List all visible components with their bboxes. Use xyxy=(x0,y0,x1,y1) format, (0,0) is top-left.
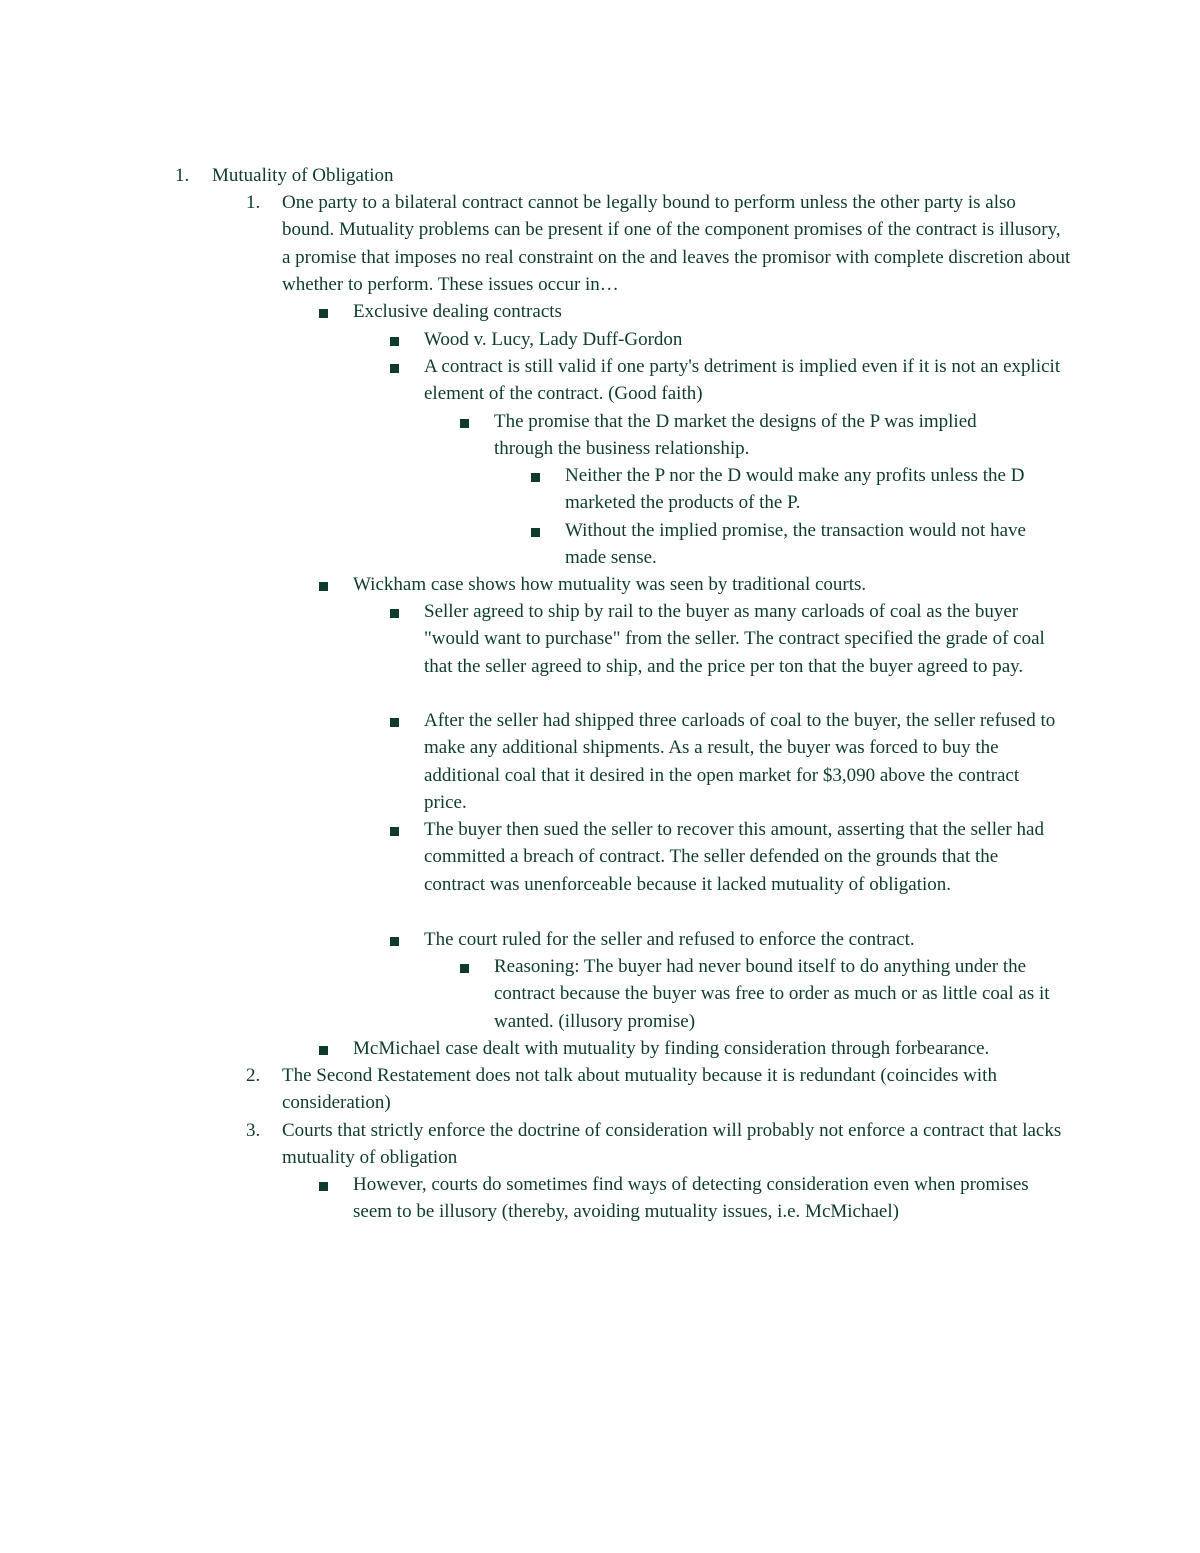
item-text: The buyer then sued the seller to recover this amount, asserting that the seller had committed a breach of contract. The seller defended on the grounds that the contract was unenforceable because it lacked mutuality of obligation. xyxy=(424,819,1044,895)
bullet-square-icon xyxy=(390,364,399,373)
item-text: One party to a bilateral contract cannot be legally bound to perform unless the other party is also bound. Mutuality problems can be present if one of the component promises of the contract is illusory, a promise that imposes no real constraint on the and leaves the promisor with complete discretion about whether to perform. These issues occur in… xyxy=(282,192,1071,295)
item-number: 2. xyxy=(246,1065,261,1086)
list-item xyxy=(565,517,1035,572)
bullet-square-icon xyxy=(460,964,469,973)
list-item xyxy=(246,189,1072,298)
bullet-square-icon xyxy=(390,937,399,946)
list-item xyxy=(424,353,1064,408)
list-item xyxy=(565,462,1055,517)
item-text: Wood v. Lucy, Lady Duff-Gordon xyxy=(424,329,683,350)
bullet-square-icon xyxy=(460,419,469,428)
bullet-square-icon xyxy=(390,827,399,836)
bullet-square-icon xyxy=(390,337,399,346)
list-item xyxy=(424,926,1064,953)
item-text: Exclusive dealing contracts xyxy=(353,301,562,322)
list-item xyxy=(424,707,1064,816)
item-text: Reasoning: The buyer had never bound itself to do anything under the contract because the buyer was free to order as much or as little coal as it wanted. (illusory promise) xyxy=(494,956,1050,1032)
bullet-square-icon xyxy=(319,1182,328,1191)
item-text: Neither the P nor the D would make any profits unless the D marketed the products of the P. xyxy=(565,465,1025,514)
item-text: The court ruled for the seller and refused to enforce the contract. xyxy=(424,929,915,950)
item-text: Wickham case shows how mutuality was seen by traditional courts. xyxy=(353,574,867,595)
outline-heading xyxy=(175,162,912,189)
heading-number: 1. xyxy=(175,165,190,186)
item-number: 1. xyxy=(246,192,261,213)
bullet-square-icon xyxy=(319,582,328,591)
heading-text: Mutuality of Obligation xyxy=(212,165,394,186)
list-item xyxy=(353,1171,1043,1226)
bullet-square-icon xyxy=(390,609,399,618)
item-text: After the seller had shipped three carloads of coal to the buyer, the seller refused to make any additional shipments. As a result, the buyer was forced to buy the additional coal that it desired in the open market for $3,090 above the contract price. xyxy=(424,710,1056,813)
bullet-square-icon xyxy=(531,528,540,537)
list-item xyxy=(353,1035,1073,1062)
item-text: Seller agreed to ship by rail to the buyer as many carloads of coal as the buyer "would want to purchase" from the seller. The contract specified the grade of coal that the seller agreed to ship, and the price per ton that the buyer agreed to pay. xyxy=(424,601,1045,677)
list-item xyxy=(424,816,1054,898)
bullet-square-icon xyxy=(319,309,328,318)
bullet-square-icon xyxy=(319,1046,328,1055)
list-item xyxy=(246,1062,1072,1117)
item-text: However, courts do sometimes find ways of detecting consideration even when promises seem to be illusory (thereby, avoiding mutuality issues, i.e. McMichael) xyxy=(353,1174,1029,1223)
bullet-square-icon xyxy=(390,718,399,727)
list-item xyxy=(424,598,1054,680)
item-text: Without the implied promise, the transaction would not have made sense. xyxy=(565,520,1026,569)
list-item xyxy=(246,1117,1062,1172)
list-item xyxy=(494,953,1059,1035)
item-text: Courts that strictly enforce the doctrine of consideration will probably not enforce a contract that lacks mutuality of obligation xyxy=(282,1120,1062,1169)
item-number: 3. xyxy=(246,1120,261,1141)
bullet-square-icon xyxy=(531,473,540,482)
list-item xyxy=(353,298,1053,325)
item-text: The promise that the D market the designs of the P was implied through the business relationship. xyxy=(494,411,977,460)
list-item xyxy=(424,326,1064,353)
list-item xyxy=(494,408,1039,463)
item-text: The Second Restatement does not talk about mutuality because it is redundant (coincides with consideration) xyxy=(282,1065,997,1114)
item-text: McMichael case dealt with mutuality by finding consideration through forbearance. xyxy=(353,1038,990,1059)
list-item xyxy=(353,571,1053,598)
item-text: A contract is still valid if one party's detriment is implied even if it is not an explicit element of the contract. (Good faith) xyxy=(424,356,1061,405)
